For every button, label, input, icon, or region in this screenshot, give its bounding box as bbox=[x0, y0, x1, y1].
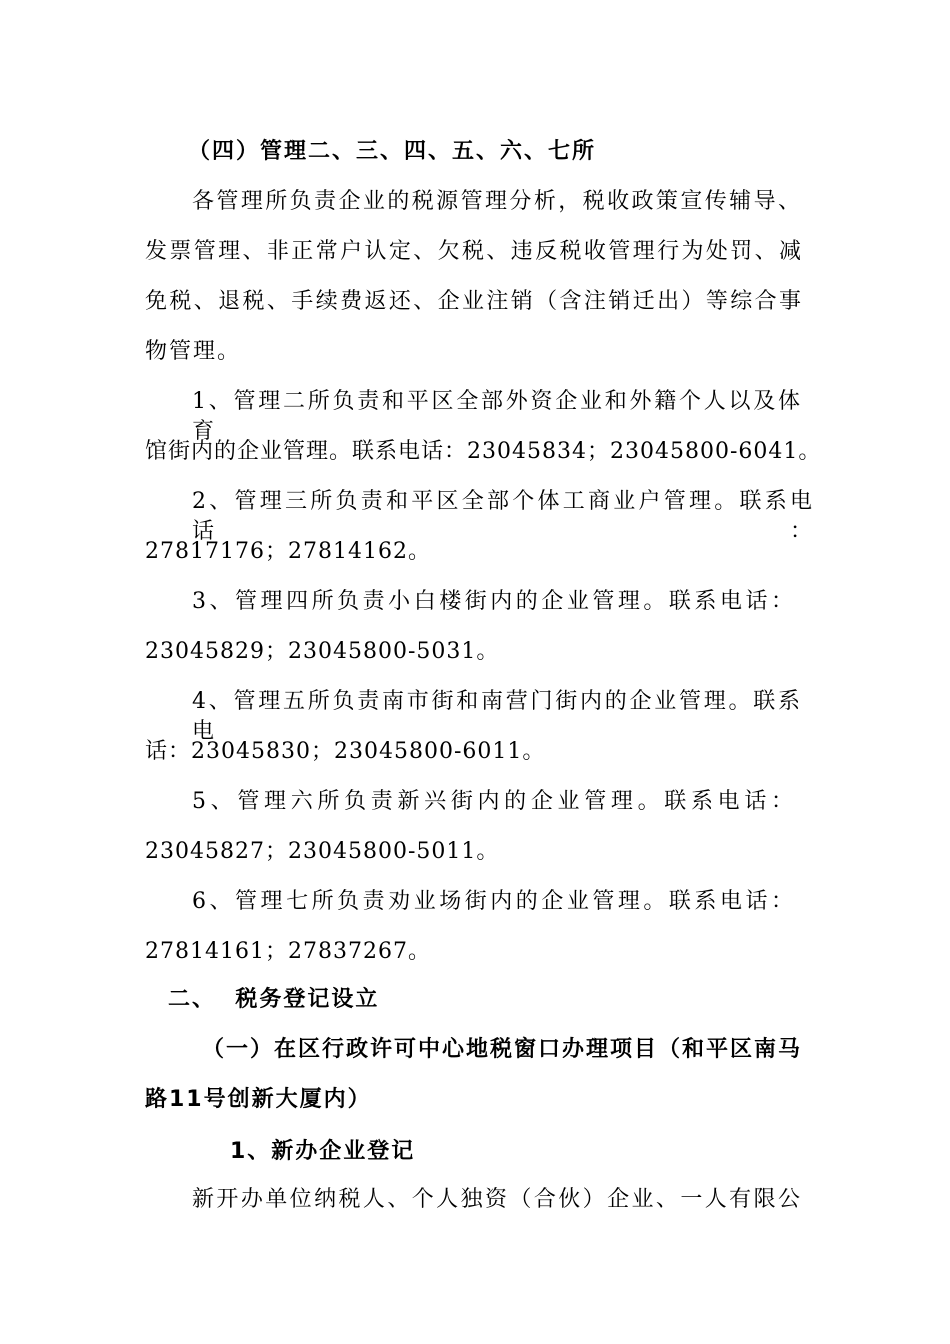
list-item-line: 27814161；27837267。 bbox=[145, 939, 431, 964]
paragraph-line: 发票管理、非正常户认定、欠税、违反税收管理行为处罚、减 bbox=[145, 239, 803, 264]
list-item-line: 23045829；23045800-5031。 bbox=[145, 639, 500, 664]
paragraph-line: 免税、退税、手续费返还、企业注销（含注销迁出）等综合事 bbox=[145, 289, 803, 314]
paragraph-line: 新开办单位纳税人、个人独资（合伙）企业、一人有限公 bbox=[192, 1187, 802, 1212]
subsection-heading-line: （一）在区行政许可中心地税窗口办理项目（和平区南马 bbox=[202, 1037, 803, 1062]
list-item-line: 2、管理三所负责和平区全部个体工商业户管理。联系电话： bbox=[192, 489, 814, 544]
item-heading: 1、新办企业登记 bbox=[230, 1139, 416, 1164]
list-item-line: 话：23045830；23045800-6011。 bbox=[145, 739, 546, 764]
list-item-line: 23045827；23045800-5011。 bbox=[145, 839, 500, 864]
list-item-line: 馆街内的企业管理。联系电话：23045834；23045800-6041。 bbox=[145, 439, 822, 464]
subsection-heading-line: 路11号创新大厦内） bbox=[145, 1087, 372, 1112]
list-item-line: 6、管理七所负责劝业场街内的企业管理。联系电话： bbox=[192, 889, 795, 914]
list-item-line: 3、管理四所负责小白楼街内的企业管理。联系电话： bbox=[192, 589, 795, 614]
section-heading-2: 二、 税务登记设立 bbox=[168, 987, 380, 1012]
section-heading-4: （四）管理二、三、四、五、六、七所 bbox=[188, 139, 597, 164]
list-item-line: 1、管理二所负责和平区全部外资企业和外籍个人以及体育 bbox=[192, 389, 802, 444]
list-item-line: 5、管理六所负责新兴街内的企业管理。联系电话： bbox=[192, 789, 795, 814]
paragraph-line: 各管理所负责企业的税源管理分析，税收政策宣传辅导、 bbox=[192, 189, 802, 214]
list-item-line: 27817176；27814162。 bbox=[145, 539, 431, 564]
paragraph-line: 物管理。 bbox=[145, 339, 242, 364]
list-item-line: 4、管理五所负责南市街和南营门街内的企业管理。联系电 bbox=[192, 689, 802, 744]
